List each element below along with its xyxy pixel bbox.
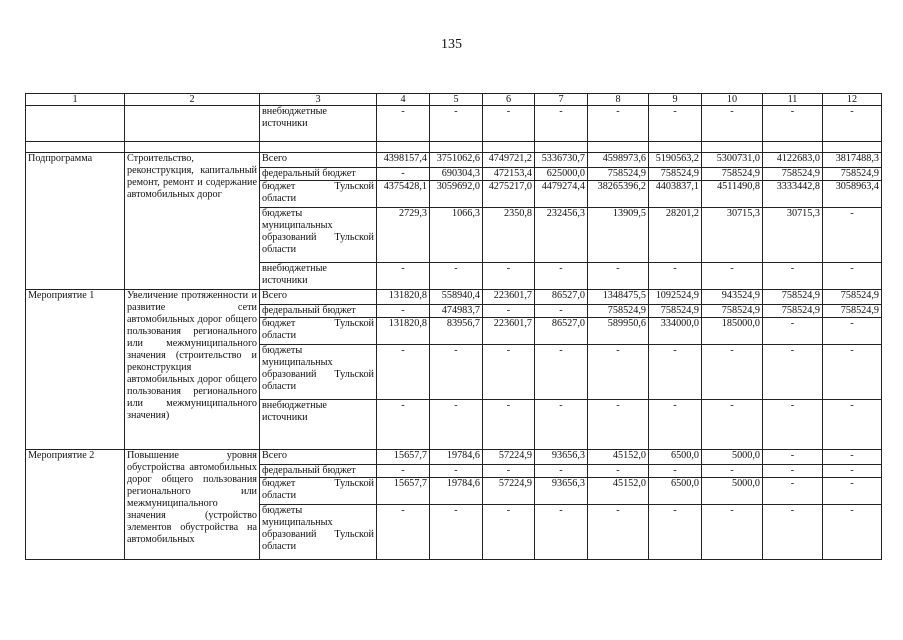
value-cell: 45152,0 (588, 450, 649, 465)
source-label: Всего (260, 153, 377, 168)
value-cell: - (535, 305, 588, 318)
value-cell: 1066,3 (430, 208, 483, 263)
column-header: 8 (588, 94, 649, 106)
value-cell: 4749721,2 (483, 153, 535, 168)
column-header: 3 (260, 94, 377, 106)
value-cell: - (823, 505, 882, 560)
value-cell: 3751062,6 (430, 153, 483, 168)
empty-cell (125, 142, 260, 153)
value-cell: - (588, 400, 649, 450)
source-label: федеральный бюджет (260, 168, 377, 181)
source-label: внебюджетные источники (260, 400, 377, 450)
value-cell: - (702, 465, 763, 478)
value-cell: - (823, 318, 882, 345)
source-label: внебюджетные источники (260, 106, 377, 142)
value-cell: 2729,3 (377, 208, 430, 263)
column-header: 12 (823, 94, 882, 106)
value-cell: 185000,0 (702, 318, 763, 345)
value-cell: - (823, 106, 882, 142)
row-description: Увеличение протяженности и развитие сети автомобильных дорог общего пользования регионального или межмуниципального значения (строительство и реконструкция автомобильных дорог общего пользования регионального или межмуниципального значения) (125, 290, 260, 450)
value-cell: 758524,9 (702, 168, 763, 181)
value-cell: 589950,6 (588, 318, 649, 345)
column-header: 7 (535, 94, 588, 106)
value-cell: - (483, 345, 535, 400)
value-cell: 232456,3 (535, 208, 588, 263)
value-cell: 4375428,1 (377, 181, 430, 208)
value-cell: 474983,7 (430, 305, 483, 318)
value-cell: 5336730,7 (535, 153, 588, 168)
value-cell: 4598973,6 (588, 153, 649, 168)
column-header: 1 (26, 94, 125, 106)
empty-cell (702, 142, 763, 153)
value-cell: - (430, 465, 483, 478)
value-cell: 758524,9 (823, 168, 882, 181)
value-cell: 86527,0 (535, 318, 588, 345)
empty-cell (588, 142, 649, 153)
value-cell: - (588, 263, 649, 290)
row-description: Повышение уровня обустройства автомобильных дорог общего пользования регионального или межмуниципального значения (устройство элементов обустройства на автомобильных (125, 450, 260, 560)
value-cell: - (535, 505, 588, 560)
value-cell: - (763, 106, 823, 142)
value-cell: 223601,7 (483, 290, 535, 305)
value-cell: - (588, 106, 649, 142)
value-cell: 19784,6 (430, 478, 483, 505)
empty-cell (649, 142, 702, 153)
value-cell: - (535, 263, 588, 290)
value-cell: - (377, 106, 430, 142)
value-cell: 19784,6 (430, 450, 483, 465)
value-cell: 943524,9 (702, 290, 763, 305)
value-cell: - (823, 478, 882, 505)
value-cell: - (588, 505, 649, 560)
value-cell: 6500,0 (649, 450, 702, 465)
source-label: бюджет Тульской области (260, 318, 377, 345)
empty-cell (26, 142, 125, 153)
value-cell: - (763, 478, 823, 505)
value-cell: - (483, 305, 535, 318)
source-label: внебюджетные источники (260, 263, 377, 290)
value-cell: - (377, 465, 430, 478)
value-cell: 86527,0 (535, 290, 588, 305)
value-cell: 3059692,0 (430, 181, 483, 208)
value-cell: - (535, 345, 588, 400)
value-cell: - (763, 450, 823, 465)
value-cell: 625000,0 (535, 168, 588, 181)
value-cell: - (377, 263, 430, 290)
value-cell: - (702, 263, 763, 290)
row-name: Мероприятие 1 (26, 290, 125, 450)
value-cell: 758524,9 (763, 290, 823, 305)
value-cell: 15657,7 (377, 478, 430, 505)
source-label: бюджеты муниципальных образований Тульской области (260, 505, 377, 560)
value-cell: 5190563,2 (649, 153, 702, 168)
value-cell: 4403837,1 (649, 181, 702, 208)
source-label: бюджет Тульской области (260, 478, 377, 505)
value-cell: - (535, 400, 588, 450)
value-cell: 5000,0 (702, 478, 763, 505)
value-cell: 4275217,0 (483, 181, 535, 208)
value-cell: 758524,9 (649, 168, 702, 181)
spacer-row (26, 142, 882, 153)
empty-cell (430, 142, 483, 153)
value-cell: 558940,4 (430, 290, 483, 305)
row-name: Мероприятие 2 (26, 450, 125, 560)
value-cell: - (763, 318, 823, 345)
value-cell: - (535, 106, 588, 142)
value-cell: 93656,3 (535, 478, 588, 505)
source-label: Всего (260, 450, 377, 465)
value-cell: - (649, 505, 702, 560)
row-description: Строительство, реконструкция, капитальный ремонт, ремонт и содержание автомобильных дорог (125, 153, 260, 290)
value-cell: - (483, 263, 535, 290)
source-label: бюджеты муниципальных образований Тульской области (260, 208, 377, 263)
value-cell: - (430, 505, 483, 560)
table-row (26, 290, 882, 305)
value-cell: - (649, 465, 702, 478)
table-row (26, 450, 882, 465)
value-cell: - (483, 465, 535, 478)
value-cell: - (702, 400, 763, 450)
value-cell: 45152,0 (588, 478, 649, 505)
value-cell: 83956,7 (430, 318, 483, 345)
value-cell: - (377, 400, 430, 450)
value-cell: - (763, 505, 823, 560)
value-cell: - (483, 400, 535, 450)
value-cell: 57224,9 (483, 478, 535, 505)
value-cell: - (588, 465, 649, 478)
value-cell: - (430, 106, 483, 142)
value-cell: - (377, 505, 430, 560)
value-cell: 223601,7 (483, 318, 535, 345)
table-row (26, 106, 882, 142)
value-cell: 13909,5 (588, 208, 649, 263)
value-cell: 758524,9 (763, 305, 823, 318)
value-cell: - (763, 263, 823, 290)
column-header: 2 (125, 94, 260, 106)
value-cell: - (823, 208, 882, 263)
value-cell: 4479274,4 (535, 181, 588, 208)
value-cell: - (702, 106, 763, 142)
value-cell: 3333442,8 (763, 181, 823, 208)
value-cell: - (430, 400, 483, 450)
value-cell: 4511490,8 (702, 181, 763, 208)
empty-cell (823, 142, 882, 153)
value-cell: 3817488,3 (823, 153, 882, 168)
value-cell: - (483, 106, 535, 142)
value-cell: 28201,2 (649, 208, 702, 263)
source-label: бюджеты муниципальных образований Тульской области (260, 345, 377, 400)
value-cell: - (649, 400, 702, 450)
column-header: 11 (763, 94, 823, 106)
value-cell: 15657,7 (377, 450, 430, 465)
value-cell: 758524,9 (588, 305, 649, 318)
column-header: 5 (430, 94, 483, 106)
value-cell: 5300731,0 (702, 153, 763, 168)
value-cell: - (535, 465, 588, 478)
value-cell: 758524,9 (649, 305, 702, 318)
value-cell: - (649, 345, 702, 400)
value-cell: 1092524,9 (649, 290, 702, 305)
value-cell: - (823, 400, 882, 450)
value-cell: - (430, 345, 483, 400)
value-cell: - (588, 345, 649, 400)
source-label: федеральный бюджет (260, 465, 377, 478)
value-cell: 3058963,4 (823, 181, 882, 208)
value-cell: 93656,3 (535, 450, 588, 465)
value-cell: 2350,8 (483, 208, 535, 263)
header-row (26, 94, 882, 106)
value-cell: - (649, 263, 702, 290)
budget-table (25, 93, 882, 560)
row-name: Подпрограмма (26, 153, 125, 290)
value-cell: 30715,3 (702, 208, 763, 263)
value-cell: - (649, 106, 702, 142)
value-cell: - (702, 345, 763, 400)
value-cell: - (430, 263, 483, 290)
column-header: 9 (649, 94, 702, 106)
value-cell: 5000,0 (702, 450, 763, 465)
column-header: 6 (483, 94, 535, 106)
value-cell: 758524,9 (823, 290, 882, 305)
value-cell: - (823, 450, 882, 465)
value-cell: - (702, 505, 763, 560)
value-cell: - (483, 505, 535, 560)
value-cell: 4122683,0 (763, 153, 823, 168)
value-cell: 4398157,4 (377, 153, 430, 168)
value-cell: 758524,9 (588, 168, 649, 181)
value-cell: - (377, 305, 430, 318)
value-cell: 758524,9 (702, 305, 763, 318)
value-cell: 131820,8 (377, 318, 430, 345)
value-cell: - (377, 168, 430, 181)
value-cell: - (823, 263, 882, 290)
value-cell: 1348475,5 (588, 290, 649, 305)
empty-cell (260, 142, 377, 153)
value-cell: 38265396,2 (588, 181, 649, 208)
value-cell: - (823, 345, 882, 400)
empty-cell (26, 106, 125, 142)
value-cell: 6500,0 (649, 478, 702, 505)
empty-cell (763, 142, 823, 153)
value-cell: - (763, 465, 823, 478)
value-cell: - (823, 465, 882, 478)
value-cell: 472153,4 (483, 168, 535, 181)
empty-cell (483, 142, 535, 153)
value-cell: 334000,0 (649, 318, 702, 345)
table-row (26, 153, 882, 168)
empty-cell (125, 106, 260, 142)
value-cell: - (377, 345, 430, 400)
source-label: Всего (260, 290, 377, 305)
column-header: 10 (702, 94, 763, 106)
value-cell: 57224,9 (483, 450, 535, 465)
empty-cell (377, 142, 430, 153)
value-cell: 758524,9 (823, 305, 882, 318)
column-header: 4 (377, 94, 430, 106)
value-cell: 30715,3 (763, 208, 823, 263)
value-cell: - (763, 400, 823, 450)
value-cell: - (763, 345, 823, 400)
source-label: федеральный бюджет (260, 305, 377, 318)
source-label: бюджет Тульской области (260, 181, 377, 208)
page-number: 135 (441, 37, 462, 52)
empty-cell (535, 142, 588, 153)
value-cell: 131820,8 (377, 290, 430, 305)
value-cell: 758524,9 (763, 168, 823, 181)
value-cell: 690304,3 (430, 168, 483, 181)
